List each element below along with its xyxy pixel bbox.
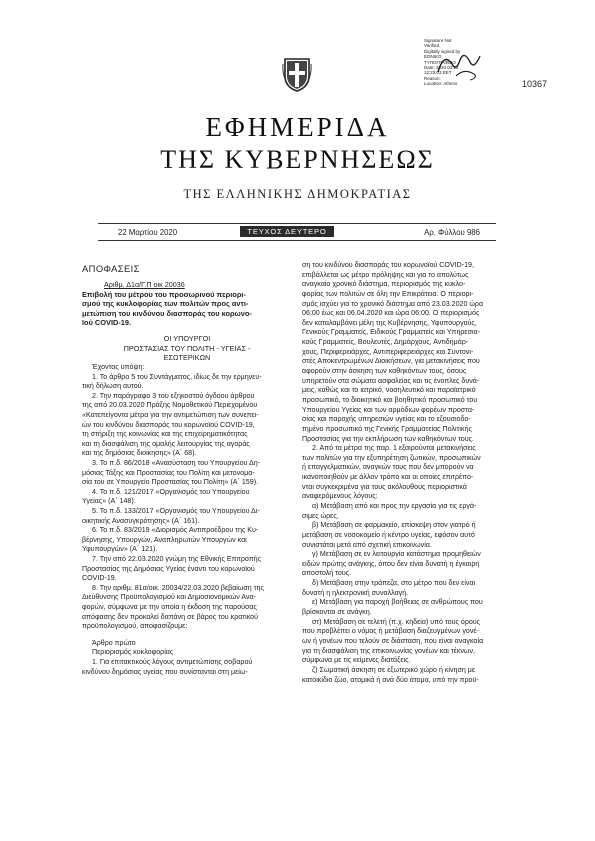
body-text-line: επιβάλλεται ως μέτρο πρόληψης και για το απολύτως — [302, 270, 469, 279]
body-text-line: Άρθρο πρώτο — [92, 638, 136, 647]
body-text-line: 06:00 έως και 06.04.2020 και ώρα 06:00. Ο περιορισμός — [302, 309, 480, 318]
body-text-line: ων ή γονέων που τελούν σε διάσταση, που είναι αναγκαία — [302, 636, 484, 645]
body-text-line: Υγείας» (Α΄ 148). — [82, 497, 136, 506]
body-text-line: Έχοντας υπόψη: — [92, 363, 145, 371]
body-text-line: Περιορισμός κυκλοφορίας — [92, 648, 174, 657]
body-text-line: οικητικής Ανασυγκρότησης» (Α΄ 161). — [82, 516, 200, 525]
body-text-line: ών του κινδύνου διασποράς του κορωνοϊού COVID-19, — [82, 420, 255, 429]
body-text-line: αναφερόμενους λόγους: — [302, 492, 378, 501]
body-text-line: δεν καταλαμβάνει μέλη της Κυβέρνησης, Υφυπουργούς, — [302, 318, 477, 327]
body-text-line: β) Μετάβαση σε φαρμακείο, επίσκεψη στον γιατρό ή — [312, 521, 476, 530]
decision-title-line: μετώπιση του κινδύνου διασποράς του κορωνο- — [82, 308, 252, 318]
decision-title-line: σμού της κυκλοφορίας των πολιτών προς αντι- — [82, 299, 249, 309]
signature-stamp-line: Verified — [424, 43, 440, 49]
body-text-line: χους, Περιφερειάρχες, Αντιπεριφερειάρχες και Συντονι- — [302, 347, 474, 356]
body-text-line: 4. Το π.δ. 121/2017 «Οργανισμός του Υπουργείου — [92, 487, 250, 496]
body-text-line: γ) Μετάβαση σε εν λειτουργία κατάστημα προμηθειών — [312, 550, 481, 559]
body-text-line: αναγκαίο χρονικό διάστημα, περιορισμός της κυκλο- — [302, 280, 466, 289]
body-text-line: σία του σε Υπουργείο Προστασίας του Πολίτη» (Α΄ 159). — [82, 478, 259, 487]
signature-stamp-line: Reason: — [424, 75, 441, 81]
body-text-line: α) Μετάβαση από και προς την εργασία για τις εργά- — [312, 502, 477, 510]
body-text-line: απόφασης δεν προκαλεί δαπάνη σε βάρος του κρατικού — [82, 612, 258, 621]
body-text-line: μόσιας Τάξης και Προστασίας του Πολίτη και μετονομα- — [82, 468, 255, 477]
body-text-line: βρίσκονται σε ανάγκη. — [302, 608, 372, 617]
body-text-line: βέρνησης, Υπουργών, Αναπληρωτών Υπουργών και — [82, 535, 247, 544]
body-text-line: και της δημόσιας διοίκησης» (Α΄ 68). — [82, 449, 197, 458]
greek-coat-of-arms-icon — [282, 56, 312, 92]
signature-stamp-line: Date: 2020.03.22 — [424, 65, 459, 71]
body-text-line: Προστασίας της Δημόσιας Υγείας έναντι του κορωνοϊού — [82, 564, 255, 573]
signature-stamp-line: Digitally signed by — [424, 48, 461, 54]
body-text-line: των πολιτών για την εξυπηρέτηση ζωτικών, προσωπικών — [302, 453, 481, 462]
gazette-subtitle: ΤΗΣ ΕΛΛΗΝΙΚΗΣ ΔΗΜΟΚΡΑΤΙΑΣ — [183, 187, 412, 201]
body-text-line: δ) Μετάβαση στην τράπεζα, στο μέτρο που δεν είναι — [312, 579, 476, 588]
section-heading: ΑΠΟΦΑΣΕΙΣ — [82, 263, 140, 274]
issue-date: 22 Μαρτίου 2020 — [118, 228, 178, 237]
body-text-line: αποστολή τους. — [302, 569, 352, 578]
authority-heading-line: ΠΡΟΣΤΑΣΙΑΣ ΤΟΥ ΠΟΛΙΤΗ - ΥΓΕΙΑΣ - — [123, 343, 251, 353]
signature-stamp-line: Location: Athens — [424, 81, 458, 87]
body-text-line: συνιστάται μετά από σχετική επικοινωνία. — [302, 540, 432, 549]
body-text-line: τική δήλωση αυτού. — [82, 382, 144, 391]
body-text-line: σμός ισχύει για το χρονικό διάστημα από 23.03.2020 ώρα — [302, 299, 484, 308]
body-text-line: ζ) Σωματική άσκηση σε εξωτερικό χώρο ή κίνηση με — [312, 665, 476, 674]
signature-stamp-line: 12:22:03 EET — [424, 70, 452, 76]
issue-badge: ΤΕΥΧΟΣ ΔΕΥΤΕΡΟ — [240, 226, 334, 237]
sheet-number: Αρ. Φύλλου 986 — [424, 228, 480, 237]
gazette-title: ΕΦΗΜΕΡΙΔΑ — [205, 112, 390, 142]
body-text-line: κούς Γραμματείς, Βουλευτές, Δημάρχους, Αντιδημάρ- — [302, 338, 469, 347]
body-text-line: προϋπολογισμού, αποφασίζουμε: — [82, 622, 188, 631]
page-number: 10367 — [522, 79, 548, 89]
body-text-line: της από 20.03.2020 Πράξης Νομοθετικού Περιεχομένου — [82, 401, 258, 410]
body-text-line: 7. Την από 22.03.2020 γνώμη της Εθνικής Επιτροπής — [92, 555, 262, 563]
body-text-line: μετάβαση σε νοσοκομείο ή κέντρο υγείας, εφόσον αυτό — [302, 530, 475, 539]
body-text-line: COVID-19. — [82, 574, 117, 583]
body-text-line: ή επαγγελματικών, αναγκών τους που δεν μπορούν να — [302, 463, 474, 472]
body-text-line: 3. Το π.δ. 86/2018 «Ανασύσταση του Υπουργείου Δη- — [92, 459, 261, 467]
body-text-line: 2. Από τα μέτρα της παρ. 1 εξαιρούνται μετακινήσεις — [312, 444, 476, 453]
body-text-line: ε) Μετάβαση για παροχή βοήθειας σε ανθρώπους που — [312, 598, 483, 607]
body-text-line: για τη διασφάλιση της επικοινωνίας γονέων και τέκνων, — [302, 646, 475, 655]
body-text-line: φορών, σύμφωνα με την οποία η έκδοση της παρούσας — [82, 603, 257, 611]
header-rule-top — [98, 223, 496, 224]
body-text-line: ικανοποιηθούν με άλλον τρόπο και οι οποίες επιτρέπο- — [302, 473, 474, 482]
digital-signature-stamp — [424, 38, 488, 92]
body-text-line: μεις, καθώς και το ιατρικό, νοσηλευτικό και παραϊατρικό — [302, 386, 476, 395]
body-text-line: και τη διασφάλιση της ομαλής λειτουργίας της αγοράς — [82, 439, 250, 448]
signature-scribble-icon — [430, 46, 486, 82]
body-text-line: Αριθμ. Δ1α/Γ.Π οικ 20036 — [104, 280, 185, 289]
body-text-line: Υπουργείου Υγείας και των αρμόδιων φορέων προστα- — [302, 405, 475, 414]
body-text-line: 1. Το άρθρο 5 του Συντάγματος, ιδίως δε την ερμηνευ- — [92, 372, 262, 381]
body-text-line: φορίας των πολιτών σε όλη την Επικράτεια. Ο περιορι- — [302, 289, 474, 298]
body-text-line: τη στήριξη της κοινωνίας και της επιχειρηματικότητας — [82, 430, 248, 439]
body-text-line: στ) Μετάβαση σε τελετή (π.χ. κηδεία) υπό τους όρους — [312, 617, 481, 626]
body-text-line: ση του κινδύνου διασποράς του κορωνοϊού COVID-19, — [302, 261, 474, 269]
body-text-line: ειδών πρώτης ανάγκης, όπου δεν είναι δυνατή η έγκαιρη — [302, 559, 480, 568]
body-text-line: Προστασίας για την εκπλήρωση των καθηκόντων τους. — [302, 434, 474, 443]
authority-heading-line: ΟΙ ΥΠΟΥΡΓΟΙ — [163, 334, 211, 344]
body-text-line: προσωπικό, το διοικητικό και βοηθητικό προσωπικό του — [302, 395, 478, 404]
body-text-line: 8. Την αριθμ. 81α/οικ. 20034/22.03.2020 βεβαίωση της — [92, 583, 264, 592]
body-text-line: 1. Για επιτακτικούς λόγους αντιμετώπισης σοβαρού — [92, 658, 253, 666]
body-text-line: σιμες ώρες. — [302, 511, 339, 520]
body-text-line: σίας και παροχής υπηρεσιών υγείας και το εξουσιοδο- — [302, 415, 471, 424]
body-text-line: υπηρετούν στα σώματα ασφαλείας και τις ένοπλες δυνά- — [302, 376, 480, 385]
signature-stamp-line: ΤΥΠΟΓΡΑΦΕΙΟ — [424, 59, 456, 65]
signature-stamp-line: Signature Not — [424, 38, 452, 43]
body-text-line: 5. Το π.δ. 133/2017 «Οργανισμός του Υπουργείου Δι- — [92, 507, 260, 515]
body-text-line: που προβλέπει ο νόμος ή μετάβαση διαζευγμένων γονέ- — [302, 627, 479, 636]
body-text-line: 6. Το π.δ. 83/2019 «Διορισμός Αντιπροέδρου της Κυ- — [92, 526, 259, 535]
body-text-line: Υφυπουργών» (Α΄ 121). — [82, 545, 158, 554]
body-text-line: «Κατεπείγοντα μέτρα για την αντιμετώπιση των συνεπει- — [82, 411, 259, 419]
header-rule-bottom — [98, 240, 496, 241]
body-text-line: αφορούν στην άσκηση των καθηκόντων τους, όσους — [302, 367, 467, 376]
body-text-line: σύμφωνα με τις κείμενες διατάξεις. — [302, 656, 411, 665]
body-text-line: νται συγκεκριμένα για τους ακόλουθους περιοριστικά — [302, 482, 467, 491]
gazette-title-line2: ΤΗΣ ΚΥΒΕΡΝΗΣΕΩΣ — [160, 145, 435, 174]
body-text-line: κατοικίδιο ζώο, ατομικά ή ανά δύο άτομα, υπό την προϋ- — [302, 675, 479, 684]
body-text-line: 2. Την παράγραφο 3 του εξηκοστού όγδοου άρθρου — [92, 391, 255, 400]
decision-title-line: Επιβολή του μέτρου του προσωρινού περιορι- — [82, 290, 246, 299]
body-text-line: στές Αποκεντρωμένων Διοικήσεων, για μετακινήσεις που — [302, 357, 480, 366]
body-text-line: τημένο προσωπικό της Γενικής Γραμματείας Πολιτικής — [302, 424, 472, 433]
body-text-line: Γενικούς Γραμματείς, Ειδικούς Γραμματείς και Υπηρεσια- — [302, 328, 481, 337]
body-text-line: δυνατή η ηλεκτρονική συναλλαγή. — [302, 588, 409, 597]
body-text-line: κινδύνου δημόσιας υγείας που συνίστανται στη μείω- — [82, 667, 248, 676]
decision-title-line: ϊού COVID-19. — [82, 317, 132, 327]
body-text-line: Διεύθυνσης Προϋπολογισμού και Δημοσιονομικών Ανα- — [82, 593, 257, 602]
signature-stamp-line: ΕΘΝΙΚΟ — [424, 54, 442, 60]
authority-heading-line: ΕΣΩΤΕΡΙΚΩΝ — [163, 353, 211, 363]
